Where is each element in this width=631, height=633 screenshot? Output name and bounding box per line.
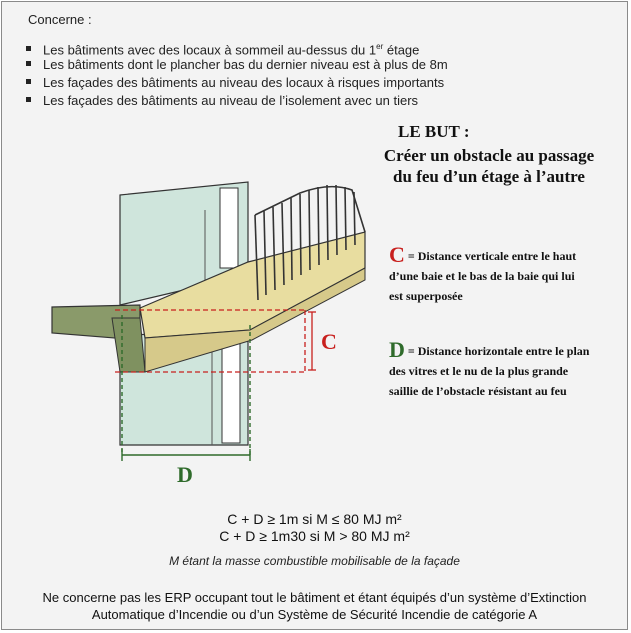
diagram-label-c: C [321,329,337,354]
exemption-line: Ne concerne pas les ERP occupant tout le bâtiment et étant équipés d’un système d’Extinction [42,590,587,605]
goal-text: Créer un obstacle au passage du feu d’un étage à l’autre [383,146,595,186]
list-item-suffix: étage [383,42,420,58]
exemption-note [0,589,629,623]
definition-d [389,337,599,401]
diagram-label-d: D [177,462,193,487]
slab-edge [112,318,145,372]
definition-d-text: = Distance horizontale entre le plan des vitres et le nu de la plus grande saillie de l’obstacle résistant au feu [389,344,590,398]
list-item-sup: er [376,42,384,51]
list-item-text: Les bâtiments avec des locaux à sommeil au-dessus du 1 [43,42,377,58]
goal-title: LE BUT : [398,122,470,141]
mass-note: M étant la masse combustible mobilisable de la façade [169,554,460,568]
exemption-line: Automatique d’Incendie ou d’un Système de Sécurité Incendie de catégorie A [91,607,538,622]
list-item-text: Les bâtiments dont le plancher bas du dernier niveau est à plus de 8m [43,57,448,72]
list-item-text: Les façades des bâtiments au niveau des locaux à risques importants [43,75,445,90]
definition-d-letter: D [389,337,405,362]
definition-c-letter: C [389,242,405,267]
list-item-text: Les façades des bâtiments au niveau de l’isolement avec un tiers [43,93,419,108]
upper-pillar [220,188,238,268]
definition-c-text: = Distance verticale entre le haut d’une baie et le bas de la baie qui lui est superposée [389,249,577,303]
intro-label: Concerne : [28,12,92,27]
formula-low: C + D ≥ 1m si M ≤ 80 MJ m² [227,511,402,527]
definition-c [389,242,589,306]
formula-high: C + D ≥ 1m30 si M > 80 MJ m² [219,528,410,544]
